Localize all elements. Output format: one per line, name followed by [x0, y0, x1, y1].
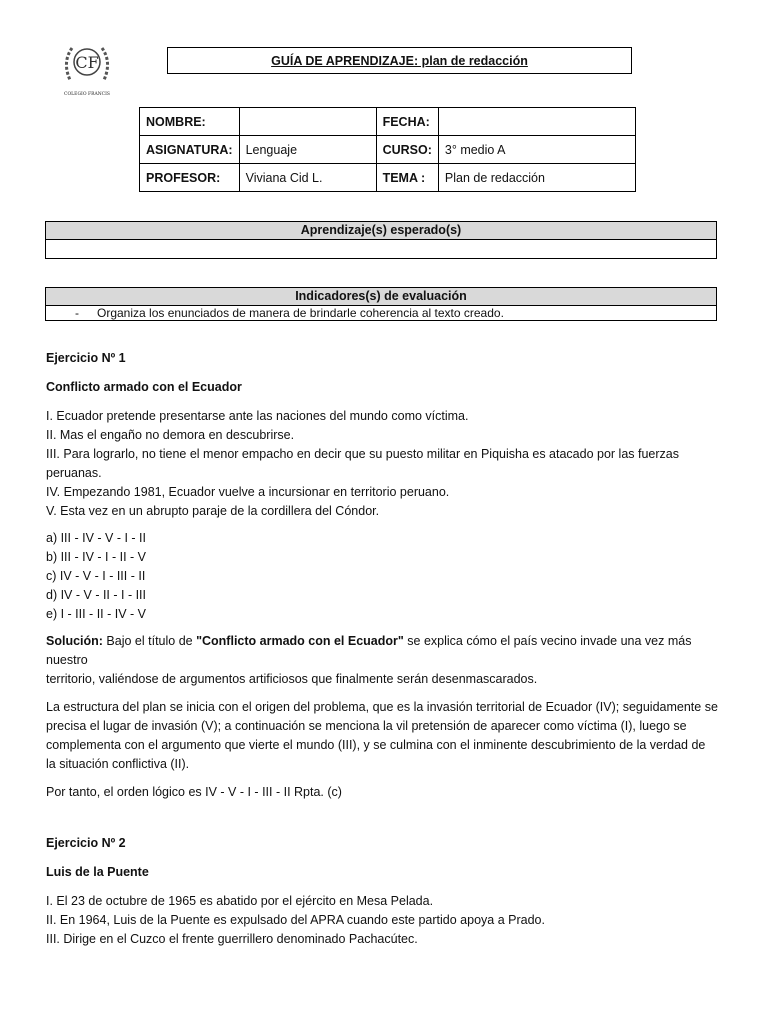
option-a: a) III - IV - V - I - II [46, 531, 147, 545]
aprendizajes-content[interactable] [46, 240, 716, 258]
explanation-line: complementa con el argumento que vierte el mundo (III), y se culmina con el inminente descubrimiento de la verdad de [46, 738, 706, 752]
logo-caption: COLEGIO FRANCIS [64, 92, 110, 97]
curso-value: 3° medio A [438, 136, 635, 164]
indicadores-section [45, 287, 717, 321]
table-row [140, 164, 636, 192]
asignatura-label: ASIGNATURA: [140, 136, 240, 164]
tema-value: Plan de redacción [438, 164, 635, 192]
explanation-line: precisa el lugar de invasión (V); a continuación se menciona la vil pretensión de aparecer como víctima (I), luego se [46, 719, 687, 733]
page-title: GUÍA DE APRENDIZAJE: plan de redacción [271, 53, 528, 68]
ejercicio-1-options [46, 529, 726, 624]
profesor-value: Viviana Cid L. [239, 164, 376, 192]
ejercicio-2-sentences [46, 892, 726, 949]
sentence: III. Para lograrlo, no tiene el menor empacho en decir que su puesto militar en Piquisha es atacado por las fuerzas [46, 447, 679, 461]
sentence: I. Ecuador pretende presentarse ante las naciones del mundo como víctima. [46, 409, 469, 423]
solution-text: Bajo el título de [102, 634, 197, 648]
sentence: V. Esta vez en un abrupto paraje de la cordillera del Cóndor. [46, 504, 380, 518]
logo-initials: CF [75, 53, 99, 72]
explanation-line: La estructura del plan se inicia con el origen del problema, que es la invasión territorial de Ecuador (IV); seguidamente se [46, 700, 718, 714]
nombre-field[interactable] [239, 108, 376, 136]
page-title-box [167, 47, 632, 74]
sentence: II. En 1964, Luis de la Puente es expulsado del APRA cuando este partido apoya a Prado. [46, 913, 545, 927]
profesor-label: PROFESOR: [140, 164, 240, 192]
table-row [140, 136, 636, 164]
ejercicio-1-title: Ejercicio Nº 1 [46, 351, 126, 365]
solution-quote: "Conflicto armado con el Ecuador" [196, 634, 404, 648]
option-d: d) IV - V - II - I - III [46, 588, 147, 602]
ejercicio-2 [46, 834, 726, 949]
indicadores-item-text: Organiza los enunciados de manera de brindarle coherencia al texto creado. [97, 306, 504, 320]
aprendizajes-section [45, 221, 717, 259]
ejercicio-1-sentences [46, 407, 726, 521]
explanation-line: la situación conflictiva (II). [46, 757, 190, 771]
solution-text: territorio, valiéndose de argumentos artificiosos que finalmente serán desenmascarados. [46, 672, 538, 686]
aprendizajes-header: Aprendizaje(s) esperado(s) [46, 222, 716, 240]
tema-label: TEMA : [376, 164, 438, 192]
bullet-dash: - [75, 306, 79, 320]
ejercicio-1-subtitle: Conflicto armado con el Ecuador [46, 380, 242, 394]
ejercicio-2-subtitle: Luis de la Puente [46, 865, 149, 879]
sentence: I. El 23 de octubre de 1965 es abatido por el ejército en Mesa Pelada. [46, 894, 434, 908]
option-c: c) IV - V - I - III - II [46, 569, 146, 583]
indicadores-header: Indicadores(s) de evaluación [46, 288, 716, 306]
sentence: peruanas. [46, 466, 102, 480]
solution-text: se explica cómo el país vecino invade una vez más nuestro [46, 634, 692, 667]
fecha-field[interactable] [438, 108, 635, 136]
solution-label: Solución: [46, 634, 103, 648]
school-logo [56, 40, 118, 98]
curso-label: CURSO: [376, 136, 438, 164]
ejercicio-1-conclusion: Por tanto, el orden lógico es IV - V - I - III - II Rpta. (c) [46, 785, 342, 799]
ejercicio-2-title: Ejercicio Nº 2 [46, 836, 126, 850]
student-info-table [139, 107, 636, 192]
option-b: b) III - IV - I - II - V [46, 550, 147, 564]
ejercicio-1-explanation [46, 698, 726, 774]
nombre-label: NOMBRE: [140, 108, 240, 136]
fecha-label: FECHA: [376, 108, 438, 136]
sentence: II. Mas el engaño no demora en descubrirse. [46, 428, 295, 442]
sentence: IV. Empezando 1981, Ecuador vuelve a incursionar en territorio peruano. [46, 485, 450, 499]
option-e: e) I - III - II - IV - V [46, 607, 147, 621]
asignatura-value: Lenguaje [239, 136, 376, 164]
ejercicio-1-solution [46, 632, 726, 689]
sentence: III. Dirige en el Cuzco el frente guerrillero denominado Pachacútec. [46, 932, 418, 946]
indicadores-item [46, 306, 716, 320]
ejercicio-1 [46, 349, 726, 802]
table-row [140, 108, 636, 136]
